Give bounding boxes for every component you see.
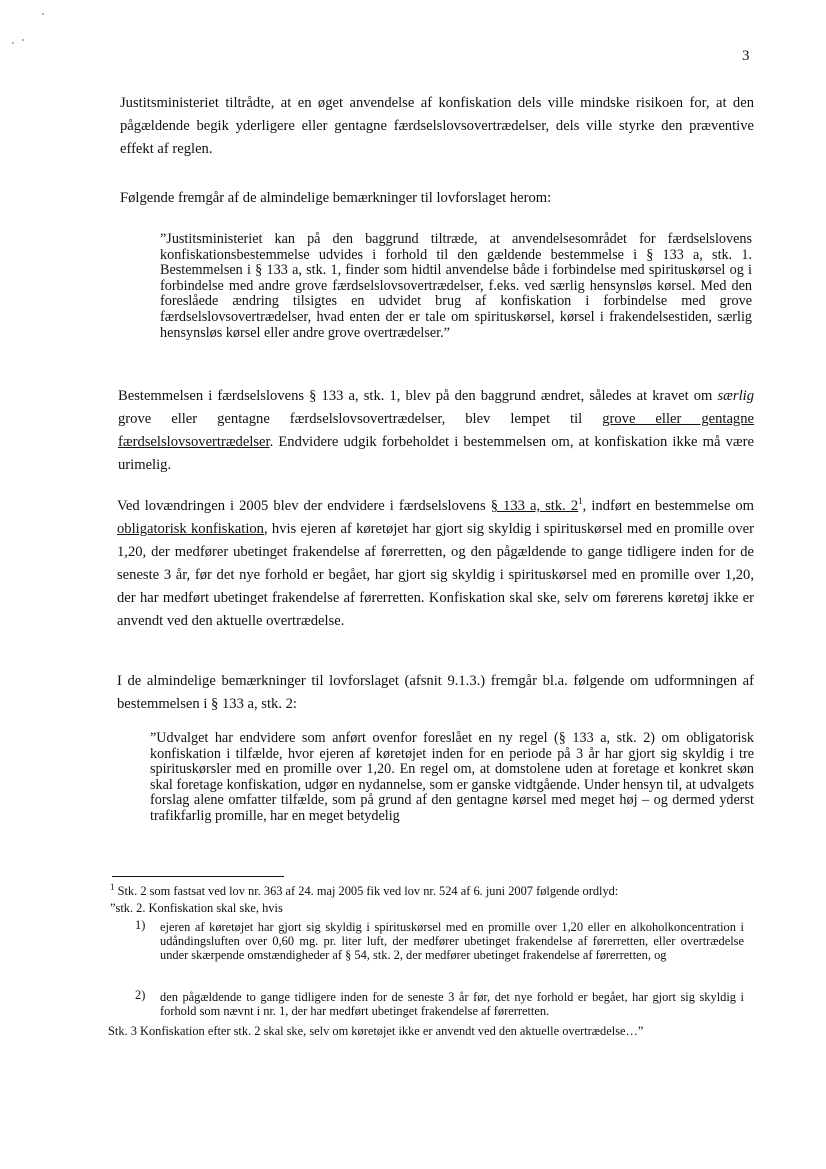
paragraph-4 xyxy=(117,495,754,633)
paragraph-1: Justitsministeriet tiltrådte, at en øget anvendelse af konfiskation dels ville mindske risikoen for, at den pågældende begik yderligere eller gentagne færdselslovsovertrædelser, dels ville styrke den præventive effekt af reglen. xyxy=(120,95,754,157)
footnote-item-2: den pågældende to gange tidligere inden for de seneste 3 år før, det nye forhold er begået, har gjort sig skyldig i forhold som nævnt i nr. 1, der har medført ubetinget frakendelse af førerretten. xyxy=(160,990,744,1018)
footnote-item-1-number: 1) xyxy=(135,918,146,932)
page-number: 3 xyxy=(742,48,750,64)
p3-text-c: grove eller gentagne færdselslovsovertrædelser, blev lempet til xyxy=(118,411,603,427)
p4-section-ref: § 133 a, stk. 2 xyxy=(490,498,579,514)
footnote-ref: 1 xyxy=(578,496,583,507)
p4-text-a: Ved lovændringen i 2005 blev der endvidere i færdselslovens xyxy=(117,498,491,514)
footnote-line-2: ”stk. 2. Konfiskation skal ske, hvis xyxy=(110,901,283,915)
footnote-item-1: ejeren af køretøjet har gjort sig skyldig i spirituskørsel med en promille over 1,20 eller en alkoholkoncentration i udåndingsluften over 0,60 mg. pr. liter luft, der medfører ubetinget frakendelse af førerretten, eller overtrædelse under skærpende omstændigheder af § 54, stk. 2, der medfører ubetinget frakendelse af førerretten, og xyxy=(160,920,744,962)
p3-underlined: grove eller gentagne færdselslovsovertrædelser xyxy=(118,411,755,450)
scan-speck xyxy=(22,39,24,41)
footnote-line-3: Stk. 3 Konfiskation efter stk. 2 skal ske, selv om køretøjet ikke er anvendt ved den aktuelle overtrædelse…” xyxy=(108,1024,644,1038)
footnote-line-1-text: Stk. 2 som fastsat ved lov nr. 363 af 24. maj 2005 fik ved lov nr. 524 af 6. juni 2007 følgende ordlyd: xyxy=(114,884,619,898)
p3-text-a: Bestemmelsen i færdselslovens § 133 a, stk. 1, blev på den baggrund ændret, således at kravet om xyxy=(118,388,718,404)
footnote-divider xyxy=(112,876,284,877)
p3-text-e: . Endvidere udgik forbeholdet i bestemmelsen om, at konfiskation ikke må være urimelig. xyxy=(118,434,754,473)
footnote-mark: 1 xyxy=(110,881,115,892)
footnote-line-1 xyxy=(110,881,750,898)
quote-2: ”Udvalget har endvidere som anført ovenfor foreslået en ny regel (§ 133 a, stk. 2) om obligatorisk konfiskation i tilfælde, hvor ejeren af køretøjet inden for en periode på 3 år har gjort sig skyldig i tre spirituskørsler med en promille over 1,20. En regel om, at domstolene uden at foretage et konkret skøn skal foretage konfiskation, udgør en nydannelse, som er ganske vidtgående. Under hensyn til, at udvalgets forslag alene omfatter tilfælde, som på grund af den gentagne kørsel med meget høj – og dermed yderst trafikfarlig promille, har en meget betydelig xyxy=(150,730,754,824)
paragraph-5: I de almindelige bemærkninger til lovforslaget (afsnit 9.1.3.) fremgår bl.a. følgende om udformningen af bestemmelsen i § 133 a, stk. 2: xyxy=(117,673,754,712)
footnote-item-2-number: 2) xyxy=(135,988,146,1002)
p4-text-c: , indført en bestemmelse om xyxy=(582,498,754,514)
quote-1: ”Justitsministeriet kan på den baggrund tiltræde, at anvendelsesområdet for færdselslovens konfiskationsbestemmelse udvides i forhold til den gældende bestemmelse i § 133 a, stk. 1. Bestemmelsen i § 133 a, stk. 1, finder som hidtil anvendelse både i forbindelse med spirituskørsel og i forbindelse med andre grove færdselslovsovertrædelser, f.eks. ved særlig hensynsløs kørsel. Med den foreslåede ændring tilsigtes en udvidet brug af konfiskation i forbindelse med grove færdselslovsovertrædelser, hvad enten der er tale om spirituskørsel, kørsel i frakendelsestiden, særlig hensynsløs kørsel eller andre grove overtrædelser.” xyxy=(160,231,752,341)
paragraph-3 xyxy=(118,385,754,477)
scan-speck xyxy=(42,13,44,15)
scan-speck xyxy=(12,42,14,44)
paragraph-2: Følgende fremgår af de almindelige bemærkninger til lovforslaget herom: xyxy=(120,190,552,206)
p3-italic: særlig xyxy=(717,388,754,404)
p4-text-e: , hvis ejeren af køretøjet har gjort sig skyldig i spirituskørsel med en promille over 1,20, der medfører ubetinget frakendelse af førerretten, og den pågældende to gange tidligere inden for de seneste 3 år, før det nye forhold er begået, har gjort sig skyldig i spirituskørsel med en promille over 1,20, der har medført ubetinget frakendelse af førerretten. Konfiskation skal ske, selv om førerens køretøj ikke er anvendt ved den aktuelle overtrædelse. xyxy=(117,521,754,629)
p4-underlined: obligatorisk konfiskation xyxy=(117,521,264,537)
